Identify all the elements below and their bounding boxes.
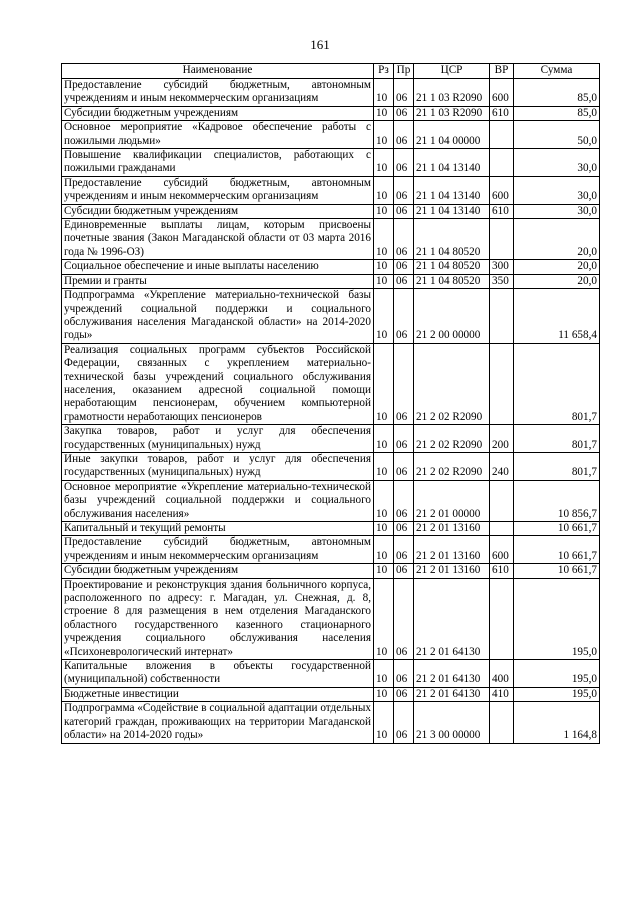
cell-rz: 10 [374,425,394,453]
cell-rz: 10 [374,480,394,521]
table-row [62,564,600,578]
cell-vr [490,149,514,177]
cell-name: Субсидии бюджетным учреждениям [62,106,374,120]
cell-csr: 21 3 00 00000 [414,702,490,743]
cell-name: Подпрограмма «Укрепление материально-технической базы учреждений социальной поддержки и социального обслуживания населения Магаданской области» на 2014-2020 годы» [62,289,374,344]
cell-vr [490,578,514,659]
cell-sum: 195,0 [514,578,600,659]
cell-sum: 801,7 [514,425,600,453]
budget-table [61,63,600,744]
table-row [62,687,600,701]
cell-csr: 21 1 04 80520 [414,219,490,260]
cell-sum: 50,0 [514,121,600,149]
cell-name: Закупка товаров, работ и услуг для обеспечения государственных (муниципальных) нужд [62,425,374,453]
table-row [62,578,600,659]
cell-sum: 11 658,4 [514,289,600,344]
cell-pr: 06 [394,121,414,149]
table-row [62,79,600,107]
cell-csr: 21 1 04 00000 [414,121,490,149]
cell-csr: 21 1 04 80520 [414,260,490,274]
cell-rz: 10 [374,452,394,480]
table-row [62,660,600,688]
cell-rz: 10 [374,522,394,536]
cell-sum: 30,0 [514,176,600,204]
cell-csr: 21 1 03 R2090 [414,79,490,107]
cell-csr: 21 2 02 R2090 [414,343,490,424]
table-row [62,480,600,521]
cell-pr: 06 [394,274,414,288]
cell-sum: 195,0 [514,660,600,688]
cell-csr: 21 2 02 R2090 [414,425,490,453]
cell-vr: 610 [490,204,514,218]
cell-csr: 21 2 01 64130 [414,660,490,688]
cell-vr [490,480,514,521]
cell-rz: 10 [374,121,394,149]
cell-csr: 21 1 04 13140 [414,176,490,204]
cell-rz: 10 [374,564,394,578]
cell-vr: 350 [490,274,514,288]
table-row [62,260,600,274]
table-row [62,536,600,564]
cell-vr [490,343,514,424]
cell-name: Реализация социальных программ субъектов Российской Федерации, связанных с укреплением материально-технической базы учреждений социального обслуживания населения, оказанием адресной социальной помощи неработающим пенсионерам, обучением компьютерной грамотности неработающих пенсионеров [62,343,374,424]
cell-csr: 21 2 01 13160 [414,536,490,564]
cell-rz: 10 [374,289,394,344]
cell-csr: 21 1 04 80520 [414,274,490,288]
cell-rz: 10 [374,687,394,701]
table-row [62,149,600,177]
cell-sum: 30,0 [514,149,600,177]
cell-name: Капитальный и текущий ремонты [62,522,374,536]
cell-rz: 10 [374,219,394,260]
cell-csr: 21 2 01 13160 [414,564,490,578]
cell-vr: 410 [490,687,514,701]
cell-csr: 21 2 01 64130 [414,687,490,701]
cell-rz: 10 [374,343,394,424]
cell-vr [490,121,514,149]
cell-pr: 06 [394,149,414,177]
cell-pr: 06 [394,260,414,274]
cell-name: Иные закупки товаров, работ и услуг для обеспечения государственных (муниципальных) нужд [62,452,374,480]
cell-name: Субсидии бюджетным учреждениям [62,564,374,578]
cell-name: Основное мероприятие «Кадровое обеспечение работы с пожилыми людьми» [62,121,374,149]
cell-name: Предоставление субсидий бюджетным, автономным учреждениям и иным некоммерческим организациям [62,79,374,107]
cell-name: Повышение квалификации специалистов, работающих с пожилыми гражданами [62,149,374,177]
cell-name: Субсидии бюджетным учреждениям [62,204,374,218]
table-row [62,522,600,536]
cell-rz: 10 [374,79,394,107]
cell-rz: 10 [374,660,394,688]
cell-rz: 10 [374,106,394,120]
cell-vr: 600 [490,536,514,564]
table-row [62,121,600,149]
cell-sum: 801,7 [514,452,600,480]
cell-name: Премии и гранты [62,274,374,288]
cell-name: Социальное обеспечение и иные выплаты населению [62,260,374,274]
cell-pr: 06 [394,702,414,743]
table-row [62,289,600,344]
cell-name: Предоставление субсидий бюджетным, автономным учреждениям и иным некоммерческим организациям [62,176,374,204]
cell-rz: 10 [374,260,394,274]
header-name: Наименование [62,64,374,79]
cell-sum: 10 661,7 [514,536,600,564]
cell-csr: 21 2 00 00000 [414,289,490,344]
cell-sum: 30,0 [514,204,600,218]
cell-vr: 610 [490,106,514,120]
table-header [62,64,600,79]
cell-sum: 85,0 [514,106,600,120]
table-row [62,425,600,453]
cell-pr: 06 [394,79,414,107]
cell-vr: 240 [490,452,514,480]
cell-vr: 600 [490,176,514,204]
cell-csr: 21 1 04 13140 [414,149,490,177]
cell-pr: 06 [394,687,414,701]
cell-vr [490,522,514,536]
cell-name: Основное мероприятие «Укрепление материально-технической базы учреждений социальной поддержки и социального обслуживания населения» [62,480,374,521]
cell-rz: 10 [374,274,394,288]
header-sum: Сумма [514,64,600,79]
table-row [62,343,600,424]
cell-pr: 06 [394,106,414,120]
cell-pr: 06 [394,564,414,578]
cell-rz: 10 [374,204,394,218]
header-rz: Рз [374,64,394,79]
cell-name: Предоставление субсидий бюджетным, автономным учреждениям и иным некоммерческим организациям [62,536,374,564]
cell-pr: 06 [394,204,414,218]
cell-rz: 10 [374,578,394,659]
cell-vr [490,702,514,743]
cell-sum: 20,0 [514,274,600,288]
cell-sum: 10 661,7 [514,564,600,578]
cell-pr: 06 [394,425,414,453]
cell-csr: 21 2 01 13160 [414,522,490,536]
cell-name: Капитальные вложения в объекты государственной (муниципальной) собственности [62,660,374,688]
table-row [62,106,600,120]
cell-pr: 06 [394,536,414,564]
cell-vr: 610 [490,564,514,578]
table-body [62,79,600,744]
header-pr: Пр [394,64,414,79]
cell-vr [490,219,514,260]
header-row [62,64,600,79]
cell-pr: 06 [394,176,414,204]
cell-rz: 10 [374,149,394,177]
cell-csr: 21 1 04 13140 [414,204,490,218]
cell-sum: 1 164,8 [514,702,600,743]
cell-sum: 10 856,7 [514,480,600,521]
cell-vr: 400 [490,660,514,688]
cell-name: Единовременные выплаты лицам, которым присвоены почетные звания (Закон Магаданской области от 03 марта 2016 года № 1996-ОЗ) [62,219,374,260]
cell-csr: 21 2 01 00000 [414,480,490,521]
cell-pr: 06 [394,289,414,344]
cell-name: Проектирование и реконструкция здания больничного корпуса, расположенного по адресу: г. Магадан, ул. Снежная, д. 8, строение 8 для размещения в нем отделения Магаданского областного государственного казенного стационарного учреждения социального обслуживания населения «Психоневрологический интернат» [62,578,374,659]
cell-pr: 06 [394,452,414,480]
cell-rz: 10 [374,176,394,204]
cell-pr: 06 [394,480,414,521]
header-csr: ЦСР [414,64,490,79]
cell-name: Бюджетные инвестиции [62,687,374,701]
cell-pr: 06 [394,660,414,688]
table-row [62,204,600,218]
cell-vr: 200 [490,425,514,453]
cell-vr: 600 [490,79,514,107]
cell-pr: 06 [394,343,414,424]
cell-sum: 10 661,7 [514,522,600,536]
cell-pr: 06 [394,522,414,536]
table-row [62,176,600,204]
header-vr: ВР [490,64,514,79]
page-number: 161 [310,37,330,52]
cell-vr [490,289,514,344]
cell-pr: 06 [394,219,414,260]
cell-csr: 21 2 02 R2090 [414,452,490,480]
table-row [62,274,600,288]
cell-sum: 20,0 [514,219,600,260]
cell-pr: 06 [394,578,414,659]
cell-rz: 10 [374,536,394,564]
cell-sum: 801,7 [514,343,600,424]
cell-csr: 21 2 01 64130 [414,578,490,659]
cell-sum: 195,0 [514,687,600,701]
cell-vr: 300 [490,260,514,274]
table-row [62,219,600,260]
table-row [62,702,600,743]
table-row [62,452,600,480]
cell-rz: 10 [374,702,394,743]
cell-sum: 85,0 [514,79,600,107]
cell-name: Подпрограмма «Содействие в социальной адаптации отдельных категорий граждан, проживающих на территории Магаданской области» на 2014-2020 годы» [62,702,374,743]
cell-csr: 21 1 03 R2090 [414,106,490,120]
cell-sum: 20,0 [514,260,600,274]
